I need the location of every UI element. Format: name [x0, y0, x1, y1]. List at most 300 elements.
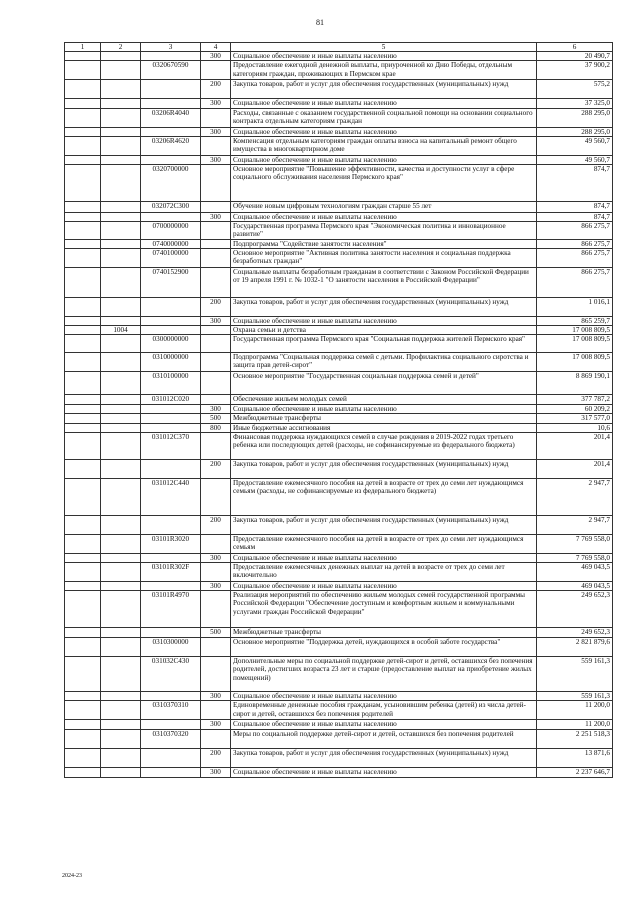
table-cell: [201, 478, 231, 515]
table-cell: [141, 720, 201, 729]
table-cell: [65, 591, 101, 628]
table-row: [65, 591, 613, 628]
table-cell: [101, 297, 141, 316]
table-cell: Государственная программа Пермского края "Экономическая политика и инновационное развитие": [231, 222, 537, 239]
table-cell: Охрана семьи и детства: [231, 326, 537, 335]
table-cell: [65, 165, 101, 202]
table-cell: [65, 353, 101, 372]
table-cell: Закупка товаров, работ и услуг для обеспечения государственных (муниципальных) нужд: [231, 459, 537, 478]
table-cell: 8 869 190,1: [537, 372, 613, 395]
table-cell: [101, 127, 141, 136]
table-cell: [65, 767, 101, 777]
table-cell: Социальное обеспечение и иные выплаты населению: [231, 720, 537, 729]
table-cell: 11 200,0: [537, 720, 613, 729]
table-cell: Реализация мероприятий по обеспечению жильем молодых семей государственной программы Российской Федерации "Обеспечение доступным и комфортным жильем и коммунальными услугами граждан Российской Федерации": [231, 591, 537, 628]
table-cell: [201, 701, 231, 720]
table-cell: [141, 213, 201, 222]
table-cell: 2 251 518,3: [537, 729, 613, 748]
table-cell: [65, 372, 101, 395]
table-cell: [101, 423, 141, 432]
table-cell: 032072С300: [141, 202, 201, 213]
table-cell: [101, 61, 141, 80]
table-cell: 10,6: [537, 423, 613, 432]
table-cell: 200: [201, 80, 231, 99]
table-row: [65, 52, 613, 61]
table-cell: Предоставление ежегодной денежной выплаты, приуроченной ко Дню Победы, отдельным категориям граждан, проживающих в Пермском крае: [231, 61, 537, 80]
table-cell: [141, 127, 201, 136]
table-row: [65, 748, 613, 767]
table-row: [65, 202, 613, 213]
table-cell: [201, 267, 231, 297]
table-cell: Иные бюджетные ассигнования: [231, 423, 537, 432]
table-cell: Закупка товаров, работ и услуг для обеспечения государственных (муниципальных) нужд: [231, 297, 537, 316]
table-cell: [101, 213, 141, 222]
table-cell: 60 209,2: [537, 405, 613, 414]
table-cell: 031012С370: [141, 432, 201, 459]
table-cell: [201, 395, 231, 405]
table-cell: [65, 414, 101, 423]
table-cell: 559 161,3: [537, 657, 613, 692]
table-cell: [201, 248, 231, 267]
table-cell: Социальное обеспечение и иные выплаты населению: [231, 52, 537, 61]
table-row: [65, 767, 613, 777]
table-cell: Социальное обеспечение и иные выплаты населению: [231, 553, 537, 562]
table-cell: [141, 692, 201, 701]
table-cell: 031032С430: [141, 657, 201, 692]
table-cell: [141, 767, 201, 777]
table-cell: Расходы, связанные с оказанием государственной социальной помощи на основании социального контракта отдельным категориям граждан: [231, 108, 537, 127]
table-cell: 866 275,7: [537, 222, 613, 239]
table-row: [65, 638, 613, 657]
table-cell: [141, 316, 201, 325]
table-cell: [141, 155, 201, 164]
table-cell: 17 008 809,5: [537, 335, 613, 353]
table-cell: [101, 515, 141, 534]
table-cell: Социальное обеспечение и иные выплаты населению: [231, 582, 537, 591]
table-cell: [101, 478, 141, 515]
table-row: [65, 99, 613, 108]
table-cell: 201,4: [537, 459, 613, 478]
table-cell: 1004: [101, 326, 141, 335]
table-row: [65, 729, 613, 748]
header-cell: 4: [201, 43, 231, 52]
table-cell: 300: [201, 405, 231, 414]
table-cell: [201, 61, 231, 80]
table-cell: 288 295,0: [537, 108, 613, 127]
table-cell: 200: [201, 748, 231, 767]
table-cell: [201, 534, 231, 553]
table-cell: Социальное обеспечение и иные выплаты населению: [231, 127, 537, 136]
table-row: [65, 459, 613, 478]
table-cell: 0300000000: [141, 335, 201, 353]
table-row: [65, 213, 613, 222]
table-cell: [201, 591, 231, 628]
table-cell: [141, 99, 201, 108]
table-row: [65, 534, 613, 553]
table-cell: 03101R302F: [141, 563, 201, 582]
table-cell: [65, 155, 101, 164]
table-cell: [101, 222, 141, 239]
table-cell: [201, 202, 231, 213]
table-row: [65, 423, 613, 432]
table-cell: Социальные выплаты безработным гражданам в соответствии с Законом Российской Федерации от 19 апреля 1991 г. № 1032-1 "О занятости населения в Российской Федерации": [231, 267, 537, 297]
table-cell: 0310000000: [141, 353, 201, 372]
table-cell: 249 652,3: [537, 591, 613, 628]
page-number: 81: [316, 18, 324, 27]
table-row: [65, 701, 613, 720]
table-cell: [201, 353, 231, 372]
table-cell: 0310300000: [141, 638, 201, 657]
header-cell: 1: [65, 43, 101, 52]
table-cell: 0320670590: [141, 61, 201, 80]
table-cell: 0310100000: [141, 372, 201, 395]
table-cell: 031012С440: [141, 478, 201, 515]
table-row: [65, 127, 613, 136]
table-cell: Основное мероприятие "Повышение эффективности, качества и доступности услуг в сфере социального обслуживания населения Пермского края": [231, 165, 537, 202]
table-cell: Закупка товаров, работ и услуг для обеспечения государственных (муниципальных) нужд: [231, 748, 537, 767]
table-cell: Компенсация отдельным категориям граждан оплаты взноса на капитальный ремонт общего имущества в многоквартирном доме: [231, 136, 537, 155]
table-cell: Подпрограмма "Содействие занятости населения": [231, 239, 537, 248]
table-cell: 03206R4620: [141, 136, 201, 155]
table-cell: [101, 267, 141, 297]
table-cell: [201, 108, 231, 127]
table-cell: [101, 432, 141, 459]
table-row: [65, 720, 613, 729]
table-row: [65, 239, 613, 248]
table-cell: [65, 405, 101, 414]
budget-table: [64, 42, 613, 778]
table-cell: [65, 582, 101, 591]
table-cell: 866 275,7: [537, 239, 613, 248]
table-cell: [101, 414, 141, 423]
table-row: [65, 136, 613, 155]
header-cell: 2: [101, 43, 141, 52]
table-cell: [101, 582, 141, 591]
table-cell: 200: [201, 297, 231, 316]
table-cell: 300: [201, 155, 231, 164]
table-cell: [65, 99, 101, 108]
table-cell: 201,4: [537, 432, 613, 459]
table-cell: [101, 657, 141, 692]
table-cell: 03101R4970: [141, 591, 201, 628]
table-cell: [65, 748, 101, 767]
table-cell: 7 769 558,0: [537, 553, 613, 562]
table-cell: 559 161,3: [537, 692, 613, 701]
table-cell: [101, 108, 141, 127]
table-cell: 300: [201, 99, 231, 108]
table-cell: [101, 534, 141, 553]
table-cell: 866 275,7: [537, 267, 613, 297]
table-cell: 800: [201, 423, 231, 432]
table-cell: [65, 563, 101, 582]
table-cell: 0740000000: [141, 239, 201, 248]
table-cell: [65, 638, 101, 657]
table-cell: [201, 657, 231, 692]
table-cell: 469 043,5: [537, 582, 613, 591]
table-cell: [201, 239, 231, 248]
table-cell: [101, 316, 141, 325]
table-cell: 0740100000: [141, 248, 201, 267]
table-cell: [65, 534, 101, 553]
table-cell: [101, 52, 141, 61]
table-cell: Социальное обеспечение и иные выплаты населению: [231, 767, 537, 777]
table-cell: 0310370310: [141, 701, 201, 720]
table-cell: [101, 248, 141, 267]
table-cell: Межбюджетные трансферты: [231, 414, 537, 423]
table-cell: [101, 701, 141, 720]
table-cell: [101, 80, 141, 99]
table-cell: 13 871,6: [537, 748, 613, 767]
table-cell: [65, 136, 101, 155]
table-cell: [101, 395, 141, 405]
table-cell: [101, 405, 141, 414]
table-cell: 0740152900: [141, 267, 201, 297]
table-cell: [101, 459, 141, 478]
table-cell: [65, 395, 101, 405]
table-row: [65, 326, 613, 335]
table-cell: [65, 326, 101, 335]
table-cell: Основное мероприятие "Государственная социальная поддержка семей и детей": [231, 372, 537, 395]
table-cell: 20 490,7: [537, 52, 613, 61]
table-cell: 2 947,7: [537, 478, 613, 515]
table-cell: 300: [201, 127, 231, 136]
table-cell: [65, 432, 101, 459]
table-cell: 1 016,1: [537, 297, 613, 316]
table-cell: 874,7: [537, 165, 613, 202]
table-cell: [141, 297, 201, 316]
table-cell: Социальное обеспечение и иные выплаты населению: [231, 99, 537, 108]
table-cell: 49 560,7: [537, 136, 613, 155]
table-cell: [101, 553, 141, 562]
table-cell: [101, 165, 141, 202]
table-cell: [65, 202, 101, 213]
table-row: [65, 563, 613, 582]
table-row: [65, 515, 613, 534]
table-cell: [141, 582, 201, 591]
table-cell: 317 577,0: [537, 414, 613, 423]
table-row: [65, 165, 613, 202]
table-cell: [201, 638, 231, 657]
table-cell: 866 275,7: [537, 248, 613, 267]
table-row: [65, 553, 613, 562]
table-cell: [201, 432, 231, 459]
table-row: [65, 372, 613, 395]
header-cell: 6: [537, 43, 613, 52]
table-cell: [65, 720, 101, 729]
table-cell: [101, 720, 141, 729]
table-cell: 300: [201, 582, 231, 591]
table-cell: [141, 414, 201, 423]
table-cell: [65, 701, 101, 720]
table-cell: [101, 591, 141, 628]
table-cell: [65, 729, 101, 748]
table-row: [65, 395, 613, 405]
table-cell: Межбюджетные трансферты: [231, 628, 537, 638]
table-cell: [65, 248, 101, 267]
table-cell: Обучение новым цифровым технологиям граждан старше 55 лет: [231, 202, 537, 213]
table-cell: [65, 80, 101, 99]
table-cell: 7 769 558,0: [537, 534, 613, 553]
table-row: [65, 108, 613, 127]
table-cell: 300: [201, 316, 231, 325]
table-cell: [65, 61, 101, 80]
table-cell: 377 787,2: [537, 395, 613, 405]
table-cell: Социальное обеспечение и иные выплаты населению: [231, 316, 537, 325]
table-cell: [101, 638, 141, 657]
table-cell: [65, 515, 101, 534]
table-row: [65, 692, 613, 701]
table-cell: 300: [201, 767, 231, 777]
table-cell: [201, 335, 231, 353]
table-cell: 200: [201, 459, 231, 478]
table-cell: Обеспечение жильем молодых семей: [231, 395, 537, 405]
table-cell: Социальное обеспечение и иные выплаты населению: [231, 692, 537, 701]
table-cell: 17 008 809,5: [537, 353, 613, 372]
table-cell: [65, 108, 101, 127]
table-cell: [65, 335, 101, 353]
table-cell: 300: [201, 553, 231, 562]
table-cell: [201, 729, 231, 748]
table-cell: 03101R3020: [141, 534, 201, 553]
table-cell: [101, 335, 141, 353]
table-cell: [201, 136, 231, 155]
table-row: [65, 657, 613, 692]
table-cell: [201, 372, 231, 395]
header-cell: 5: [231, 43, 537, 52]
table-cell: [201, 326, 231, 335]
table-cell: 249 652,3: [537, 628, 613, 638]
table-cell: Подпрограмма "Социальная поддержка семей с детьми. Профилактика социального сиротства и защита прав детей-сирот": [231, 353, 537, 372]
table-row: [65, 432, 613, 459]
table-cell: 03206R4040: [141, 108, 201, 127]
table-cell: [65, 423, 101, 432]
table-cell: 37 900,2: [537, 61, 613, 80]
table-cell: 11 200,0: [537, 701, 613, 720]
table-row: [65, 80, 613, 99]
table-cell: 031012С020: [141, 395, 201, 405]
table-row: [65, 222, 613, 239]
table-row: [65, 414, 613, 423]
table-cell: Закупка товаров, работ и услуг для обеспечения государственных (муниципальных) нужд: [231, 515, 537, 534]
table-cell: [101, 748, 141, 767]
table-cell: [141, 326, 201, 335]
table-cell: [65, 553, 101, 562]
table-cell: [65, 222, 101, 239]
table-row: [65, 335, 613, 353]
table-cell: 500: [201, 414, 231, 423]
table-cell: Основное мероприятие "Активная политика занятости населения и социальная поддержка безработных граждан": [231, 248, 537, 267]
table-cell: [141, 459, 201, 478]
table-cell: [201, 563, 231, 582]
table-cell: [101, 202, 141, 213]
table-cell: 288 295,0: [537, 127, 613, 136]
table-cell: [101, 136, 141, 155]
table-cell: [101, 155, 141, 164]
table-row: [65, 478, 613, 515]
table-row: [65, 267, 613, 297]
table-cell: 469 043,5: [537, 563, 613, 582]
table-row: [65, 628, 613, 638]
table-cell: Предоставление ежемесячных денежных выплат на детей в возрасте от трех до семи лет включительно: [231, 563, 537, 582]
table-cell: Единовременные денежные пособия гражданам, усыновившим ребенка (детей) из числа детей-сирот и детей, оставшихся без попечения родителей: [231, 701, 537, 720]
table-cell: [65, 692, 101, 701]
table-cell: [141, 52, 201, 61]
table-cell: 0310370320: [141, 729, 201, 748]
table-cell: 0320700000: [141, 165, 201, 202]
table-cell: 2 237 646,7: [537, 767, 613, 777]
table-row: [65, 405, 613, 414]
table-cell: Государственная программа Пермского края "Социальная поддержка жителей Пермского края": [231, 335, 537, 353]
table-row: [65, 155, 613, 164]
table-cell: [101, 353, 141, 372]
table-cell: [101, 767, 141, 777]
footer-code: 2024-23: [62, 873, 82, 879]
table-cell: [65, 628, 101, 638]
table-cell: Дополнительные меры по социальной поддержке детей-сирот и детей, оставшихся без попечения родителей, достигших возраста 23 лет и старше (предоставление выплат на приобретение жилых помещений): [231, 657, 537, 692]
table-cell: [101, 628, 141, 638]
table-cell: [201, 165, 231, 202]
table-cell: 2 821 879,6: [537, 638, 613, 657]
table-cell: Основное мероприятие "Поддержка детей, нуждающихся в особой заботе государства": [231, 638, 537, 657]
table-cell: Социальное обеспечение и иные выплаты населению: [231, 155, 537, 164]
table-cell: [101, 372, 141, 395]
table-cell: Социальное обеспечение и иные выплаты населению: [231, 405, 537, 414]
table-cell: Предоставление ежемесячного пособия на детей в возрасте от трех до семи лет нуждающимся семьям: [231, 534, 537, 553]
table-cell: 500: [201, 628, 231, 638]
table-cell: Закупка товаров, работ и услуг для обеспечения государственных (муниципальных) нужд: [231, 80, 537, 99]
table-cell: 2 947,7: [537, 515, 613, 534]
table-cell: 575,2: [537, 80, 613, 99]
table-cell: 300: [201, 692, 231, 701]
table-cell: 865 259,7: [537, 316, 613, 325]
table-cell: 17 008 809,5: [537, 326, 613, 335]
table-cell: [141, 515, 201, 534]
table-row: [65, 353, 613, 372]
table-cell: [101, 563, 141, 582]
table-cell: Социальное обеспечение и иные выплаты населению: [231, 213, 537, 222]
table-row: [65, 582, 613, 591]
table-cell: [65, 459, 101, 478]
table-cell: [101, 239, 141, 248]
table-cell: [65, 316, 101, 325]
table-cell: [201, 222, 231, 239]
table-cell: [65, 297, 101, 316]
table-cell: [141, 628, 201, 638]
table-cell: [101, 99, 141, 108]
table-cell: Финансовая поддержка нуждающихся семей в случае рождения в 2019-2022 годах третьего ребенка или последующих детей (расходы, не софинансируемые из федерального бюджета): [231, 432, 537, 459]
table-cell: [65, 239, 101, 248]
table-cell: [101, 729, 141, 748]
table-cell: [101, 692, 141, 701]
table-cell: 200: [201, 515, 231, 534]
table-cell: [65, 267, 101, 297]
table-cell: 0700000000: [141, 222, 201, 239]
table-header-row: [65, 43, 613, 52]
table-cell: [141, 405, 201, 414]
table-cell: [65, 52, 101, 61]
table-cell: [141, 748, 201, 767]
header-cell: 3: [141, 43, 201, 52]
table-cell: Предоставление ежемесячного пособия на детей в возрасте от трех до семи лет нуждающимся семьям (расходы, не софинансируемые из федерального бюджета): [231, 478, 537, 515]
table-cell: 300: [201, 52, 231, 61]
table-cell: [65, 478, 101, 515]
table-cell: [141, 423, 201, 432]
table-row: [65, 61, 613, 80]
table-cell: 874,7: [537, 213, 613, 222]
table-cell: [65, 657, 101, 692]
table-cell: 300: [201, 213, 231, 222]
table-cell: [65, 213, 101, 222]
